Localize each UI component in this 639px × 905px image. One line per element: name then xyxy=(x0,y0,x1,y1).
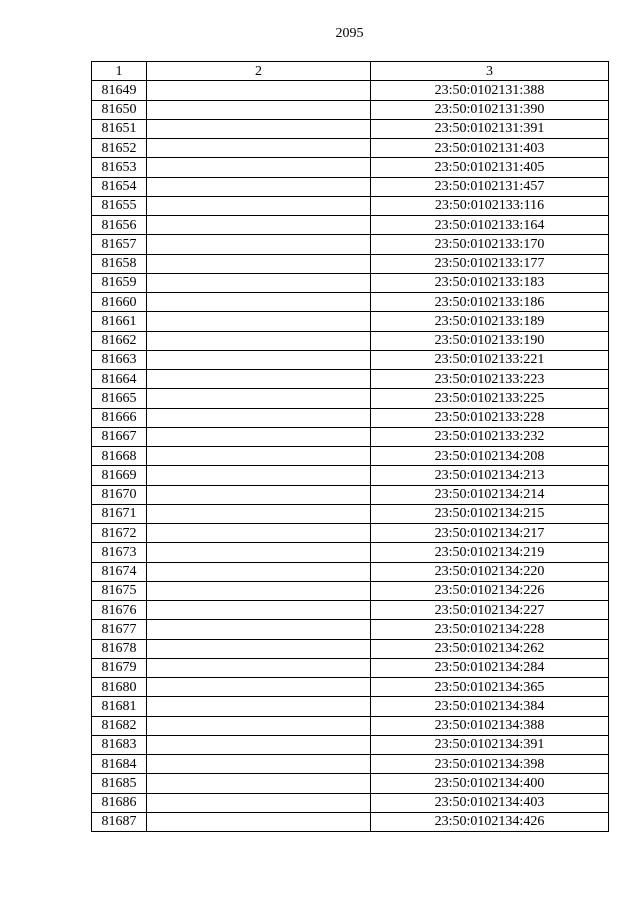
table-body xyxy=(92,81,609,832)
table-cell-col-1: 81674 xyxy=(92,562,147,581)
table-row xyxy=(92,658,609,677)
table-cell-col-1: 81669 xyxy=(92,466,147,485)
table-cell-col-1: 81651 xyxy=(92,119,147,138)
table-cell-col-1: 81654 xyxy=(92,177,147,196)
table-row xyxy=(92,812,609,831)
table-row xyxy=(92,370,609,389)
table-cell-col-1: 81685 xyxy=(92,774,147,793)
table-cell-col-2 xyxy=(147,581,371,600)
table-cell-col-2 xyxy=(147,658,371,677)
table-cell-col-1: 81681 xyxy=(92,697,147,716)
table-cell-col-3: 23:50:0102131:457 xyxy=(371,177,609,196)
table-cell-col-1: 81684 xyxy=(92,755,147,774)
table-cell-col-1: 81678 xyxy=(92,639,147,658)
table-cell-col-2 xyxy=(147,273,371,292)
table-cell-col-2 xyxy=(147,158,371,177)
table-cell-col-3: 23:50:0102133:170 xyxy=(371,235,609,254)
table-cell-col-1: 81670 xyxy=(92,485,147,504)
table-cell-col-3: 23:50:0102134:217 xyxy=(371,524,609,543)
table-cell-col-2 xyxy=(147,601,371,620)
table-row xyxy=(92,254,609,273)
table-cell-col-3: 23:50:0102134:228 xyxy=(371,620,609,639)
table-cell-col-2 xyxy=(147,639,371,658)
table-cell-col-1: 81673 xyxy=(92,543,147,562)
table-cell-col-1: 81664 xyxy=(92,370,147,389)
table-cell-col-1: 81671 xyxy=(92,504,147,523)
table-cell-col-2 xyxy=(147,389,371,408)
table-cell-col-3: 23:50:0102131:390 xyxy=(371,100,609,119)
table-cell-col-3: 23:50:0102134:214 xyxy=(371,485,609,504)
table-cell-col-3: 23:50:0102133:221 xyxy=(371,350,609,369)
table-row xyxy=(92,350,609,369)
table-cell-col-2 xyxy=(147,350,371,369)
table-cell-col-2 xyxy=(147,755,371,774)
table-row xyxy=(92,755,609,774)
table-row xyxy=(92,581,609,600)
table-cell-col-2 xyxy=(147,447,371,466)
table-cell-col-3: 23:50:0102133:223 xyxy=(371,370,609,389)
table-row xyxy=(92,196,609,215)
table-header-row xyxy=(92,62,609,81)
table-cell-col-1: 81652 xyxy=(92,139,147,158)
table-header xyxy=(92,62,609,81)
table-cell-col-1: 81665 xyxy=(92,389,147,408)
table-cell-col-1: 81649 xyxy=(92,81,147,100)
table-row xyxy=(92,447,609,466)
table-cell-col-1: 81657 xyxy=(92,235,147,254)
table-cell-col-3: 23:50:0102134:388 xyxy=(371,716,609,735)
table-cell-col-1: 81659 xyxy=(92,273,147,292)
table-cell-col-2 xyxy=(147,81,371,100)
table-row xyxy=(92,620,609,639)
table-row xyxy=(92,293,609,312)
table-cell-col-2 xyxy=(147,177,371,196)
column-header-1: 1 xyxy=(92,62,147,81)
table-cell-col-1: 81660 xyxy=(92,293,147,312)
table-cell-col-2 xyxy=(147,293,371,312)
table-row xyxy=(92,389,609,408)
table-cell-col-2 xyxy=(147,370,371,389)
table-cell-col-2 xyxy=(147,812,371,831)
table-cell-col-2 xyxy=(147,524,371,543)
table-cell-col-3: 23:50:0102131:388 xyxy=(371,81,609,100)
table-cell-col-3: 23:50:0102133:225 xyxy=(371,389,609,408)
table-cell-col-1: 81662 xyxy=(92,331,147,350)
table-row xyxy=(92,312,609,331)
table-cell-col-2 xyxy=(147,543,371,562)
table-cell-col-1: 81682 xyxy=(92,716,147,735)
table-cell-col-2 xyxy=(147,216,371,235)
table-cell-col-3: 23:50:0102134:365 xyxy=(371,678,609,697)
table-cell-col-2 xyxy=(147,139,371,158)
table-row xyxy=(92,639,609,658)
table-row xyxy=(92,716,609,735)
table-cell-col-2 xyxy=(147,196,371,215)
table-cell-col-1: 81653 xyxy=(92,158,147,177)
table-row xyxy=(92,543,609,562)
table-cell-col-1: 81650 xyxy=(92,100,147,119)
table-cell-col-3: 23:50:0102134:220 xyxy=(371,562,609,581)
table-cell-col-3: 23:50:0102133:177 xyxy=(371,254,609,273)
table-cell-col-1: 81680 xyxy=(92,678,147,697)
column-header-3: 3 xyxy=(371,62,609,81)
table-cell-col-2 xyxy=(147,678,371,697)
table-cell-col-3: 23:50:0102133:228 xyxy=(371,408,609,427)
table-cell-col-1: 81666 xyxy=(92,408,147,427)
table-cell-col-3: 23:50:0102134:227 xyxy=(371,601,609,620)
table-cell-col-2 xyxy=(147,312,371,331)
table-cell-col-3: 23:50:0102133:189 xyxy=(371,312,609,331)
table-row xyxy=(92,562,609,581)
table-cell-col-2 xyxy=(147,100,371,119)
table-cell-col-3: 23:50:0102133:116 xyxy=(371,196,609,215)
column-header-2: 2 xyxy=(147,62,371,81)
table-cell-col-2 xyxy=(147,235,371,254)
table-cell-col-1: 81656 xyxy=(92,216,147,235)
table-cell-col-2 xyxy=(147,620,371,639)
table-cell-col-2 xyxy=(147,735,371,754)
table-cell-col-3: 23:50:0102134:219 xyxy=(371,543,609,562)
table-cell-col-2 xyxy=(147,716,371,735)
table-cell-col-3: 23:50:0102133:164 xyxy=(371,216,609,235)
table-cell-col-1: 81676 xyxy=(92,601,147,620)
table-cell-col-3: 23:50:0102134:384 xyxy=(371,697,609,716)
table-cell-col-3: 23:50:0102134:213 xyxy=(371,466,609,485)
table-cell-col-1: 81663 xyxy=(92,350,147,369)
table-cell-col-3: 23:50:0102133:183 xyxy=(371,273,609,292)
table-cell-col-1: 81683 xyxy=(92,735,147,754)
table-cell-col-3: 23:50:0102131:391 xyxy=(371,119,609,138)
table-row xyxy=(92,235,609,254)
table-cell-col-3: 23:50:0102131:403 xyxy=(371,139,609,158)
table-row xyxy=(92,100,609,119)
table-cell-col-3: 23:50:0102133:190 xyxy=(371,331,609,350)
table-cell-col-2 xyxy=(147,331,371,350)
table-cell-col-1: 81668 xyxy=(92,447,147,466)
table-cell-col-1: 81679 xyxy=(92,658,147,677)
table-cell-col-2 xyxy=(147,504,371,523)
table-cell-col-2 xyxy=(147,466,371,485)
table-cell-col-2 xyxy=(147,427,371,446)
table-cell-col-2 xyxy=(147,485,371,504)
table-row xyxy=(92,81,609,100)
table-cell-col-3: 23:50:0102134:226 xyxy=(371,581,609,600)
table-cell-col-1: 81672 xyxy=(92,524,147,543)
table-cell-col-3: 23:50:0102134:426 xyxy=(371,812,609,831)
table-row xyxy=(92,139,609,158)
table-row xyxy=(92,524,609,543)
page-number: 2095 xyxy=(335,26,364,41)
table-cell-col-2 xyxy=(147,793,371,812)
table-cell-col-3: 23:50:0102134:215 xyxy=(371,504,609,523)
table-row xyxy=(92,158,609,177)
table-cell-col-2 xyxy=(147,408,371,427)
table-cell-col-1: 81655 xyxy=(92,196,147,215)
table-cell-col-1: 81667 xyxy=(92,427,147,446)
table-row xyxy=(92,601,609,620)
table-cell-col-3: 23:50:0102134:262 xyxy=(371,639,609,658)
table-cell-col-2 xyxy=(147,254,371,273)
table-cell-col-2 xyxy=(147,119,371,138)
table-cell-col-2 xyxy=(147,697,371,716)
table-row xyxy=(92,119,609,138)
table-row xyxy=(92,273,609,292)
table-cell-col-3: 23:50:0102134:391 xyxy=(371,735,609,754)
table-cell-col-2 xyxy=(147,562,371,581)
table-cell-col-1: 81686 xyxy=(92,793,147,812)
table-cell-col-1: 81658 xyxy=(92,254,147,273)
table-row xyxy=(92,216,609,235)
table-cell-col-3: 23:50:0102134:284 xyxy=(371,658,609,677)
table-row xyxy=(92,678,609,697)
table-cell-col-3: 23:50:0102134:400 xyxy=(371,774,609,793)
table-cell-col-3: 23:50:0102131:405 xyxy=(371,158,609,177)
table-row xyxy=(92,177,609,196)
table-row xyxy=(92,331,609,350)
table-row xyxy=(92,466,609,485)
table-cell-col-3: 23:50:0102134:403 xyxy=(371,793,609,812)
table-cell-col-3: 23:50:0102134:398 xyxy=(371,755,609,774)
table-row xyxy=(92,793,609,812)
table-row xyxy=(92,735,609,754)
table-cell-col-1: 81661 xyxy=(92,312,147,331)
table-cell-col-3: 23:50:0102134:208 xyxy=(371,447,609,466)
table-cell-col-3: 23:50:0102133:232 xyxy=(371,427,609,446)
table-cell-col-1: 81675 xyxy=(92,581,147,600)
table-cell-col-1: 81677 xyxy=(92,620,147,639)
table-cell-col-2 xyxy=(147,774,371,793)
table-row xyxy=(92,504,609,523)
table-row xyxy=(92,485,609,504)
data-table xyxy=(91,61,609,832)
table-row xyxy=(92,427,609,446)
table-row xyxy=(92,774,609,793)
table-row xyxy=(92,697,609,716)
table-cell-col-3: 23:50:0102133:186 xyxy=(371,293,609,312)
table-row xyxy=(92,408,609,427)
table-cell-col-1: 81687 xyxy=(92,812,147,831)
